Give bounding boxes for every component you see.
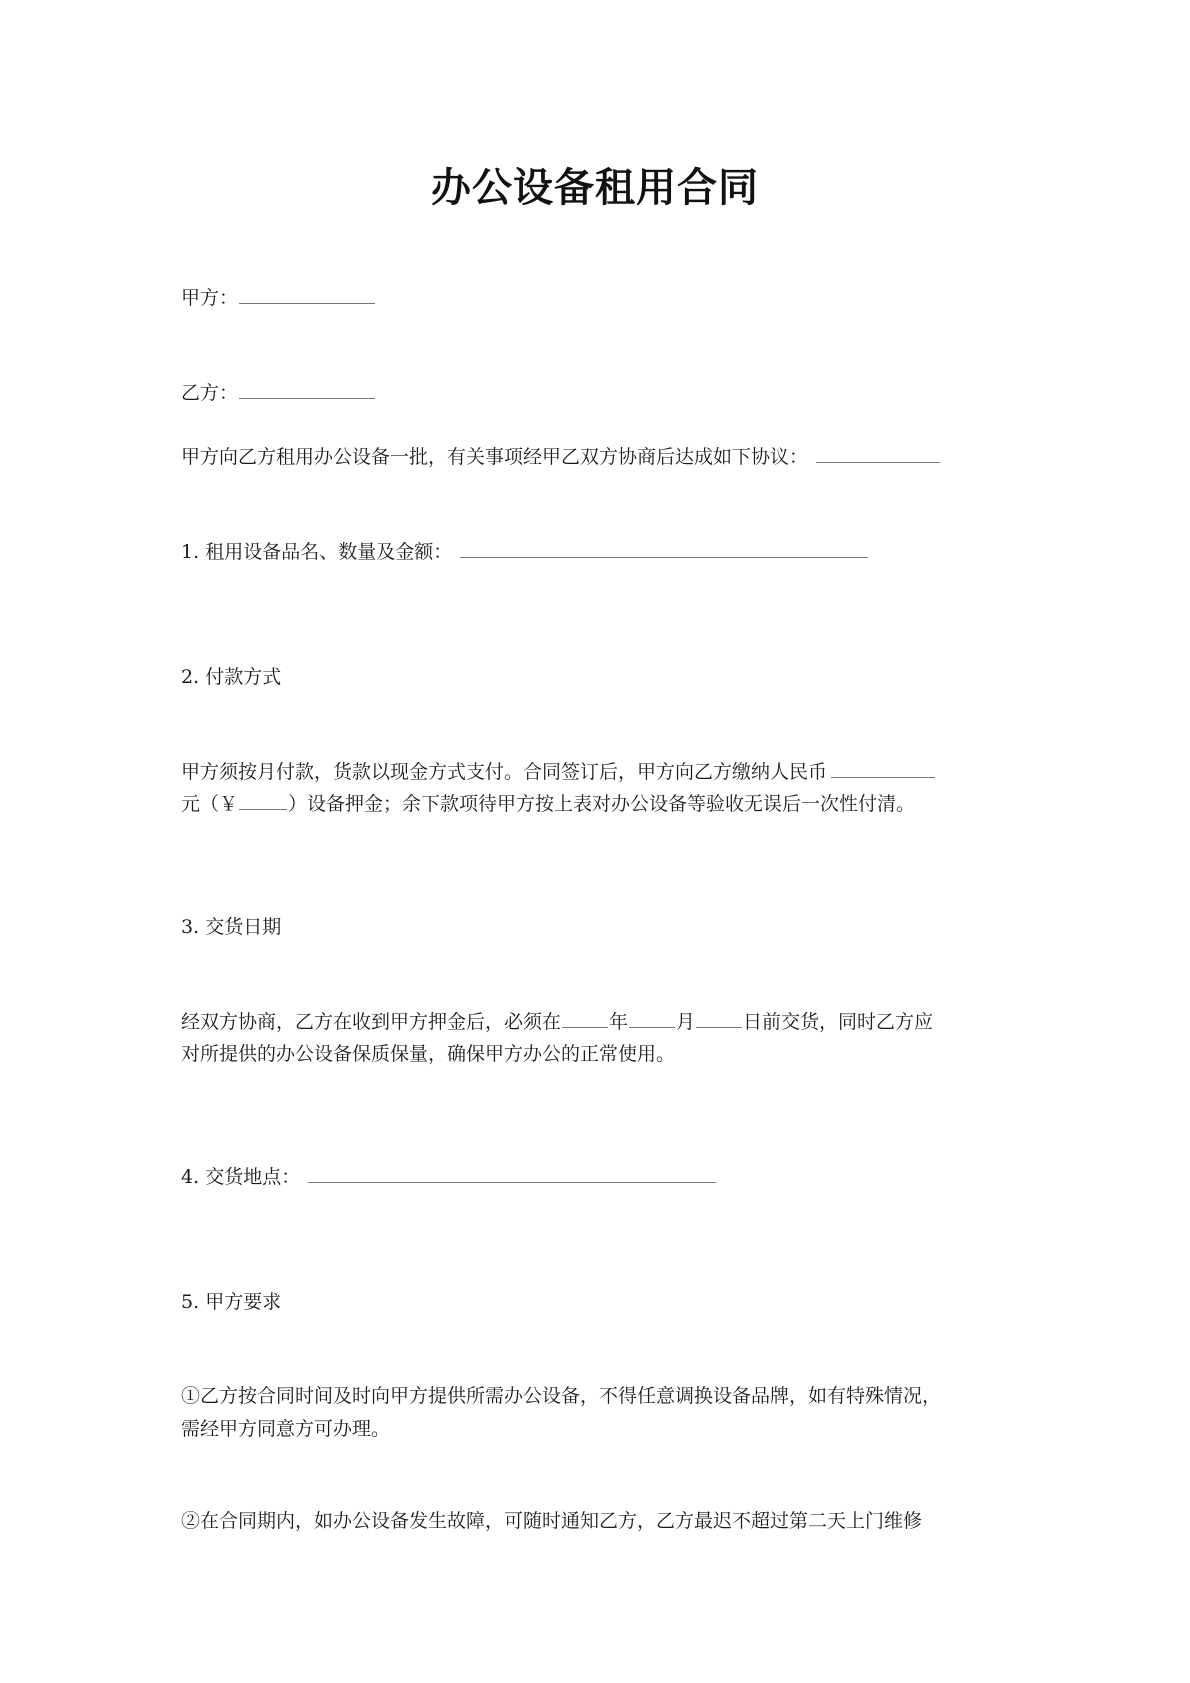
delivery-text-suffix: 日前交货，同时乙方应 xyxy=(743,1011,934,1033)
section-number: 4. xyxy=(181,1166,200,1188)
equipment-items-field[interactable] xyxy=(460,540,868,558)
party-a-line xyxy=(181,285,376,311)
document-title: 办公设备租用合同 xyxy=(431,164,759,211)
requirement-2-line-1 xyxy=(181,1508,922,1534)
party-b-line xyxy=(181,380,376,406)
section-title: 交货日期 xyxy=(205,916,282,938)
deposit-yen-field[interactable] xyxy=(239,792,287,810)
intro-text: 甲方向乙方租用办公设备一批，有关事项经甲乙双方协商后达成如下协议： xyxy=(181,446,809,468)
delivery-day-field[interactable] xyxy=(696,1010,742,1028)
party-b-label: 乙方： xyxy=(181,382,239,404)
section-3-body-line-1 xyxy=(181,1009,933,1035)
payment-text-suffix: ）设备押金；余下款项待甲方按上表对办公设备等验收无误后一次性付清。 xyxy=(288,793,916,815)
section-title: 付款方式 xyxy=(205,666,282,688)
section-number: 5. xyxy=(181,1291,200,1313)
section-2-body-line-2 xyxy=(181,791,915,817)
section-3-body-line-2 xyxy=(181,1041,675,1067)
section-title: 租用设备品名、数量及金额： xyxy=(205,541,453,563)
requirement-1-line-1 xyxy=(181,1383,941,1409)
requirement-text: 需经甲方同意方可办理。 xyxy=(181,1418,391,1440)
section-number: 3. xyxy=(181,916,200,938)
section-5-heading xyxy=(181,1289,281,1315)
requirement-text: 乙方按合同时间及时向甲方提供所需办公设备，不得任意调换设备品牌，如有特殊情况， xyxy=(200,1385,942,1407)
delivery-place-field[interactable] xyxy=(308,1165,716,1183)
list-marker: ① xyxy=(181,1385,201,1407)
delivery-text: 对所提供的办公设备保质保量，确保甲方办公的正常使用。 xyxy=(181,1043,676,1065)
section-2-body-line-1 xyxy=(181,759,936,785)
section-1-heading xyxy=(181,539,869,565)
payment-text: 甲方须按月付款，货款以现金方式支付。合同签订后，甲方向乙方缴纳人民币 xyxy=(181,761,828,783)
payment-text-prefix: 元（￥ xyxy=(181,793,239,815)
section-title: 甲方要求 xyxy=(205,1291,282,1313)
party-a-label: 甲方： xyxy=(181,287,239,309)
requirement-text: 在合同期内，如办公设备发生故障，可随时通知乙方，乙方最迟不超过第二天上门维修 xyxy=(200,1510,923,1532)
delivery-year-field[interactable] xyxy=(562,1010,608,1028)
year-label: 年 xyxy=(609,1011,629,1033)
section-3-heading xyxy=(181,914,281,940)
party-a-field[interactable] xyxy=(239,286,375,304)
party-b-field[interactable] xyxy=(239,381,375,399)
month-label: 月 xyxy=(676,1011,696,1033)
section-number: 1. xyxy=(181,541,200,563)
section-4-heading xyxy=(181,1164,717,1190)
list-marker: ② xyxy=(181,1510,201,1532)
deposit-amount-field[interactable] xyxy=(831,760,935,778)
section-2-heading xyxy=(181,664,281,690)
requirement-1-line-2 xyxy=(181,1416,390,1442)
delivery-text-prefix: 经双方协商，乙方在收到甲方押金后，必须在 xyxy=(181,1011,562,1033)
section-number: 2. xyxy=(181,666,200,688)
section-title: 交货地点： xyxy=(205,1166,301,1188)
intro-field[interactable] xyxy=(816,445,940,463)
intro-line xyxy=(181,444,941,470)
delivery-month-field[interactable] xyxy=(629,1010,675,1028)
